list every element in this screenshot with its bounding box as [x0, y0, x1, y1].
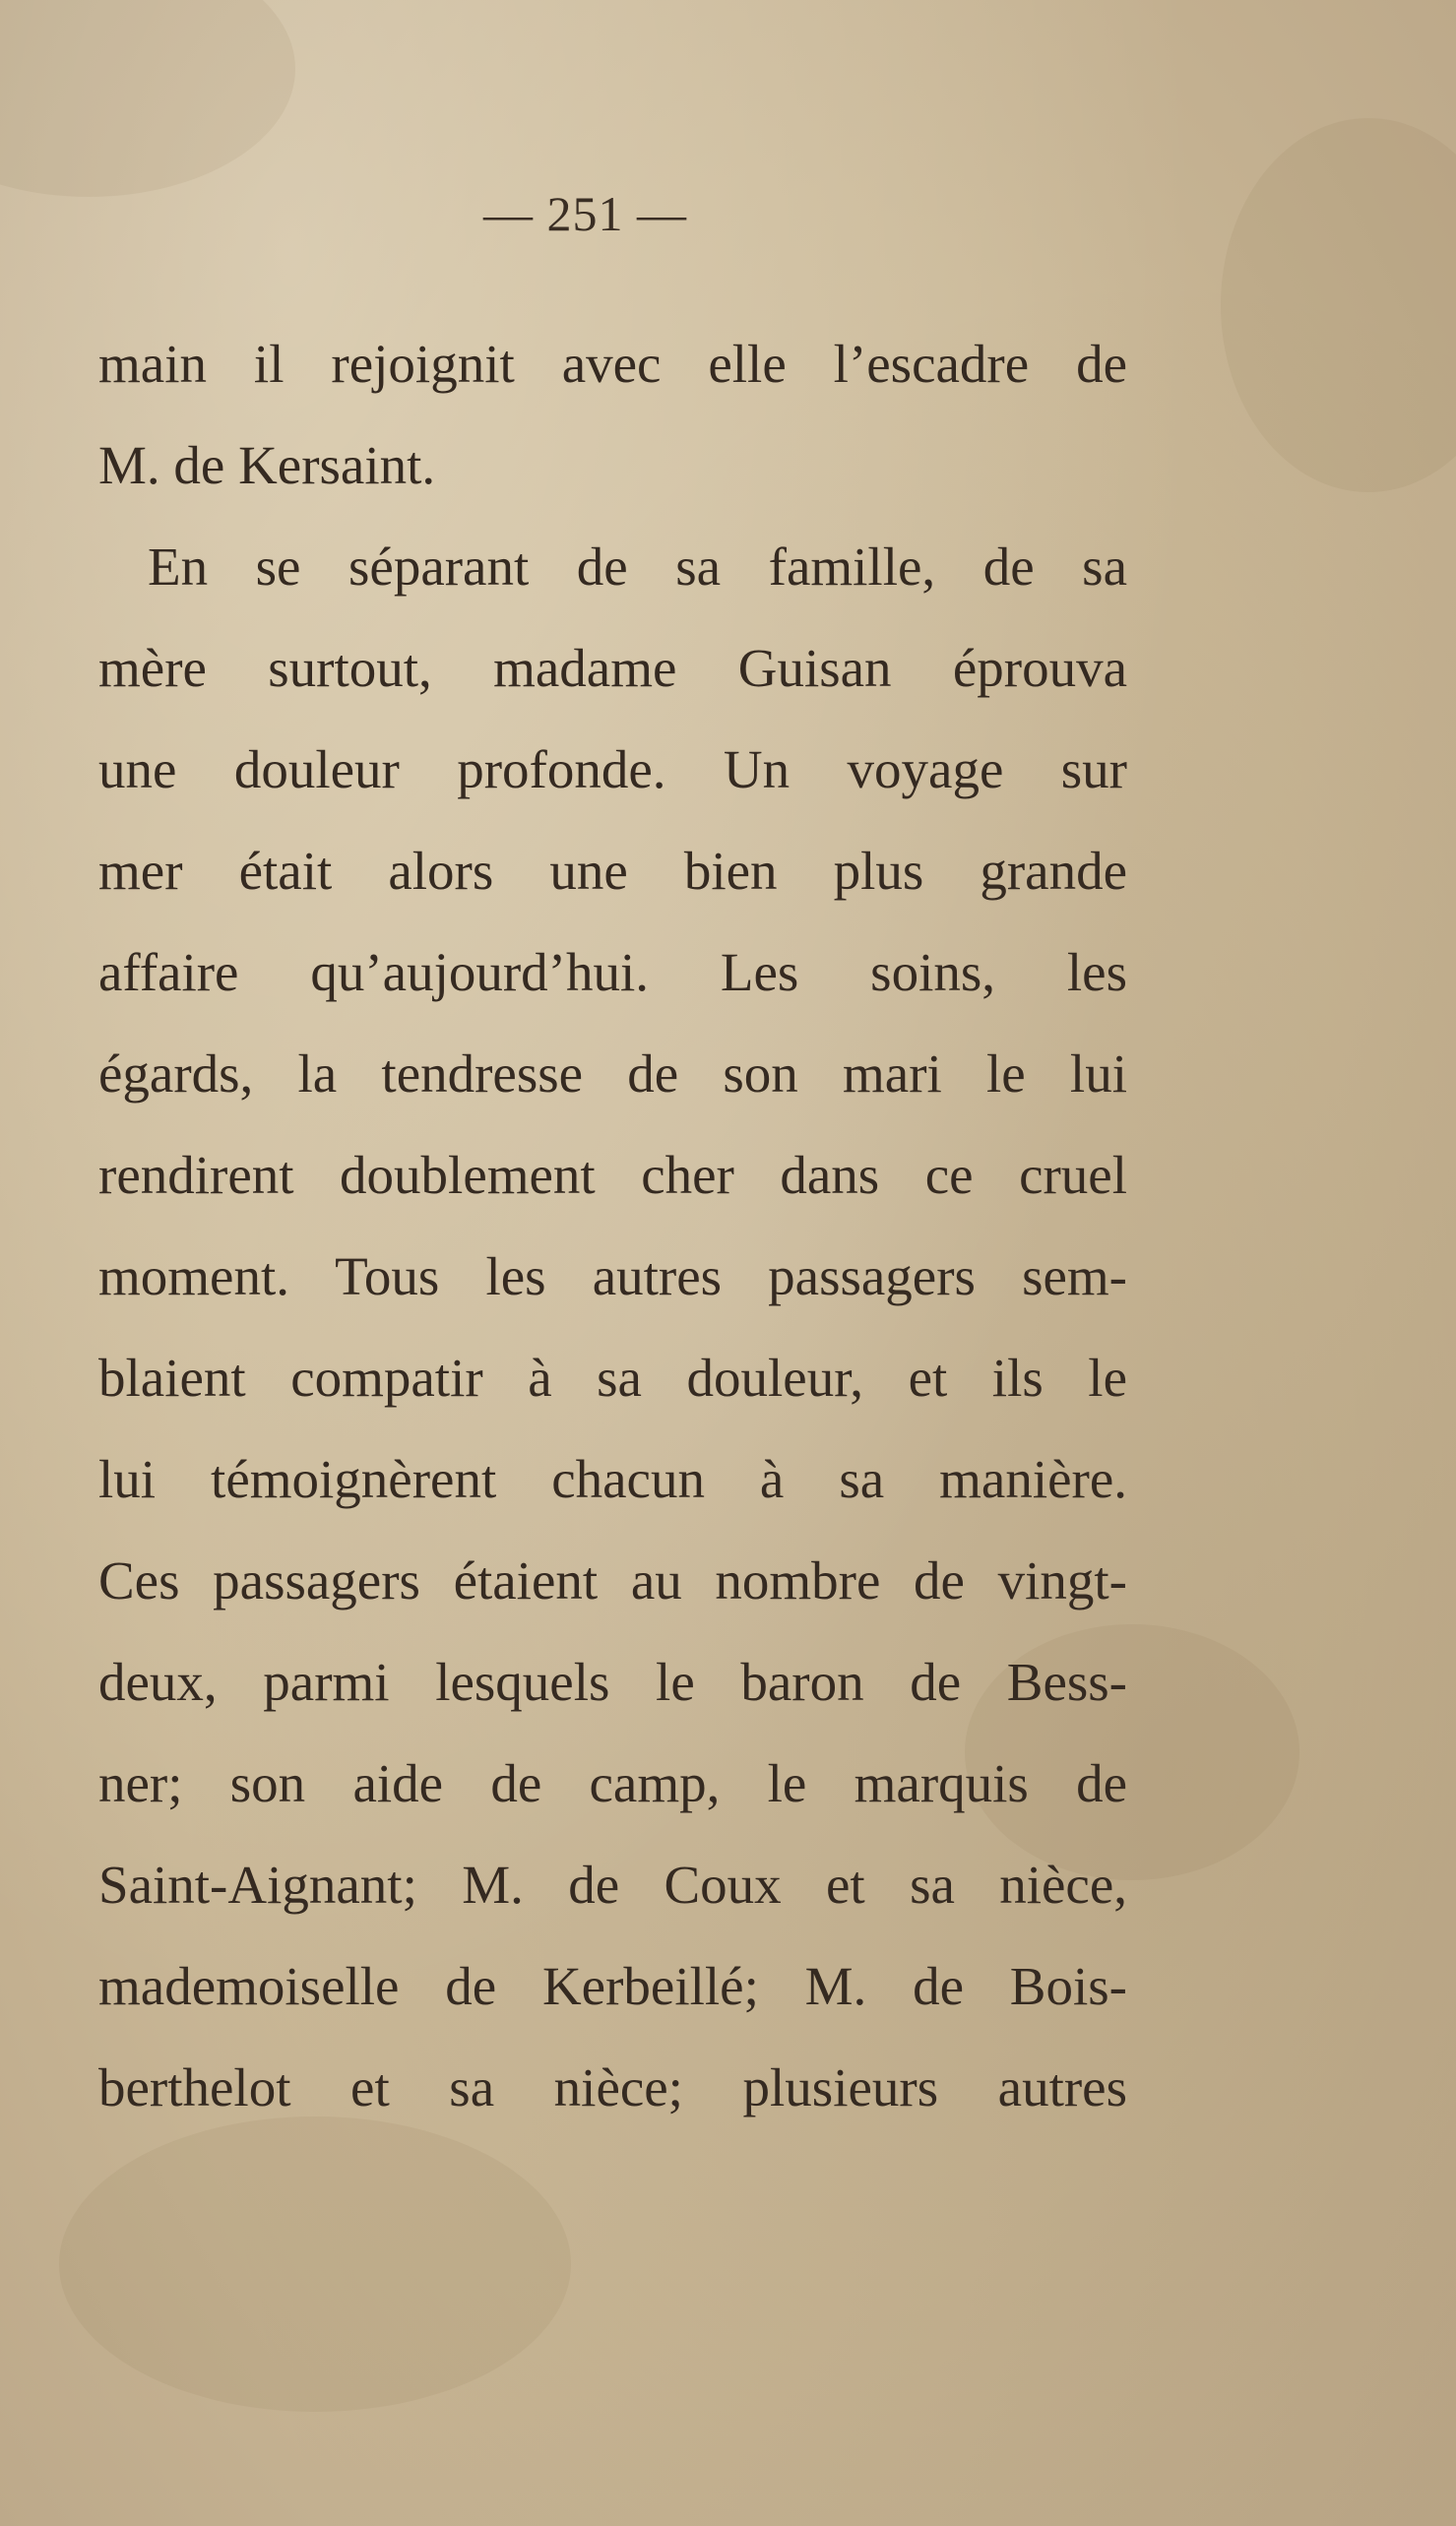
- text-line: rendirent doublement cher dans ce cruel: [98, 1145, 1127, 1205]
- paper-stain: [0, 0, 295, 197]
- text-line: une douleur profonde. Un voyage sur: [98, 739, 1127, 799]
- text-line: Ces passagers étaient au nombre de vingt-: [98, 1550, 1127, 1610]
- page-number: — 251 —: [483, 186, 687, 241]
- text-line: ner; son aide de camp, le marquis de: [98, 1753, 1127, 1813]
- text-line: Saint-Aignant; M. de Coux et sa nièce,: [98, 1855, 1127, 1915]
- text-line: M. de Kersaint.: [98, 435, 436, 495]
- paper-stain: [1221, 118, 1456, 492]
- body-text: [98, 313, 1127, 2138]
- paper-stain: [59, 2116, 571, 2412]
- text-line: En se séparant de sa famille, de sa: [148, 537, 1127, 597]
- text-line: main il rejoignit avec elle l’escadre de: [98, 334, 1127, 394]
- text-line: mer était alors une bien plus grande: [98, 841, 1127, 901]
- text-line: blaient compatir à sa douleur, et ils le: [98, 1348, 1127, 1408]
- text-line: deux, parmi lesquels le baron de Bess-: [98, 1652, 1127, 1712]
- text-line: mademoiselle de Kerbeillé; M. de Bois-: [98, 1956, 1127, 2016]
- text-line: lui témoignèrent chacun à sa manière.: [98, 1449, 1127, 1509]
- text-line: affaire qu’aujourd’hui. Les soins, les: [98, 942, 1127, 1002]
- text-line: berthelot et sa nièce; plusieurs autres: [98, 2057, 1127, 2117]
- text-line: moment. Tous les autres passagers sem-: [98, 1246, 1127, 1306]
- text-line: égards, la tendresse de son mari le lui: [98, 1043, 1127, 1104]
- text-line: mère surtout, madame Guisan éprouva: [98, 638, 1127, 698]
